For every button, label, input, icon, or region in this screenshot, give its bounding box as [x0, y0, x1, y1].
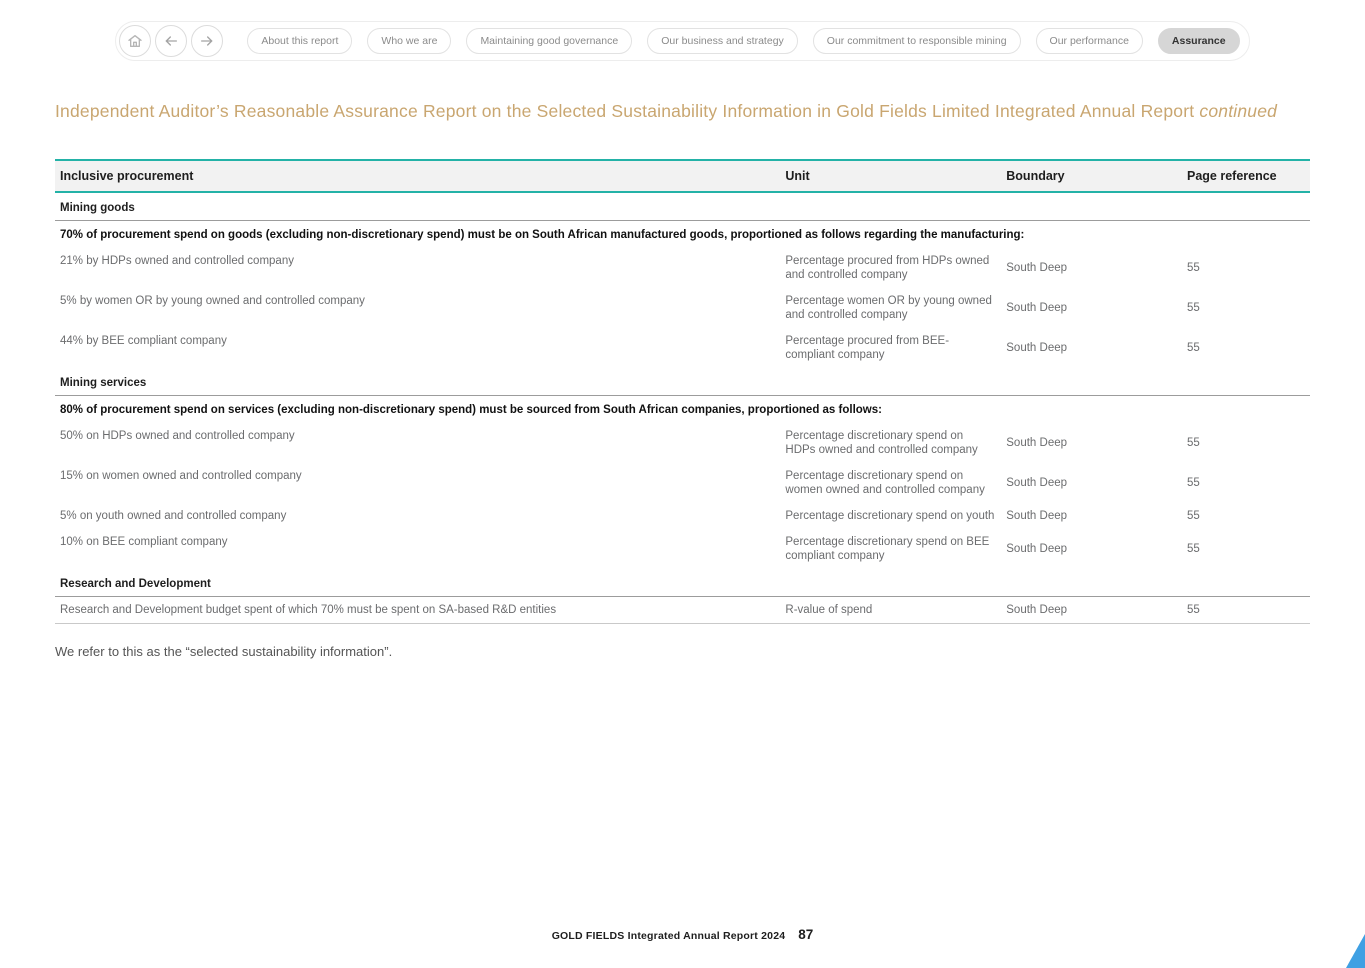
nav-tab-assurance[interactable]: Assurance [1158, 28, 1240, 54]
footer-page-number: 87 [798, 927, 814, 942]
table-row [55, 463, 1310, 503]
nav-tab-our-commitment-to-responsible-mining[interactable]: Our commitment to responsible mining [813, 28, 1021, 54]
table-row [55, 529, 1310, 569]
page-footer [0, 927, 1365, 942]
criterion-cell: 15% on women owned and controlled company [60, 470, 302, 483]
nav-tab-our-performance[interactable]: Our performance [1036, 28, 1143, 54]
inclusive-procurement-table [55, 159, 1310, 624]
section-heading-row [55, 569, 1310, 597]
criterion-cell: 10% on BEE compliant company [60, 536, 228, 549]
boundary-cell: South Deep [1006, 477, 1068, 490]
forward-button[interactable] [191, 25, 223, 57]
footer-report-name: GOLD FIELDS Integrated Annual Report 2024 [551, 930, 786, 942]
boundary-cell: South Deep [1006, 342, 1068, 355]
page-title [55, 101, 1310, 122]
section-intro-row [55, 221, 1310, 249]
column-header-page-reference: Page reference [1182, 160, 1310, 192]
table-row [55, 288, 1310, 328]
nav-tab-who-we-are[interactable]: Who we are [367, 28, 451, 54]
boundary-cell: South Deep [1006, 262, 1068, 275]
closing-note: We refer to this as the “selected sustainability information”. [55, 644, 393, 660]
boundary-cell: South Deep [1006, 437, 1068, 450]
boundary-cell: South Deep [1006, 543, 1068, 556]
nav-shell [115, 21, 1249, 61]
top-navigation [0, 0, 1365, 61]
criterion-cell: 21% by HDPs owned and controlled company [60, 255, 294, 268]
nav-tab-maintaining-good-governance[interactable]: Maintaining good governance [466, 28, 632, 54]
page-reference-cell: 55 [1186, 342, 1200, 355]
page-title-text: Independent Auditor’s Reasonable Assurance Report on the Selected Sustainability Information in Gold Fields Limited Integrated Annual Report [55, 101, 1195, 121]
table-header-row [55, 160, 1310, 192]
unit-cell: Percentage procured from HDPs owned and controlled company [785, 255, 990, 282]
nav-tabs [247, 28, 1239, 54]
page-reference-cell: 55 [1186, 543, 1200, 556]
criterion-cell: 44% by BEE compliant company [60, 335, 227, 348]
unit-cell: Percentage discretionary spend on women owned and controlled company [785, 470, 985, 497]
boundary-cell: South Deep [1001, 597, 1182, 624]
boundary-cell: South Deep [1006, 302, 1068, 315]
criterion-cell: Research and Development budget spent of which 70% must be spent on SA-based R&D entities [55, 597, 780, 624]
arrow-left-icon [163, 33, 179, 49]
unit-cell: Percentage discretionary spend on youth [785, 510, 995, 523]
arrow-right-icon [199, 33, 215, 49]
table-row [55, 423, 1310, 463]
page-title-continued: continued [1199, 101, 1278, 121]
section-intro: 80% of procurement spend on services (excluding non-discretionary spend) must be sourced from South African companies, proportioned as follows: [60, 404, 882, 417]
table-row [55, 597, 1310, 624]
home-icon [127, 33, 143, 49]
unit-cell: Percentage discretionary spend on BEE compliant company [785, 536, 990, 563]
column-header-boundary: Boundary [1001, 160, 1182, 192]
page-reference-cell: 55 [1186, 477, 1200, 490]
section-intro: 70% of procurement spend on goods (excluding non-discretionary spend) must be on South African manufactured goods, proportioned as follows regarding the manufacturing: [60, 229, 1025, 242]
criterion-cell: 5% by women OR by young owned and controlled company [60, 295, 365, 308]
page-reference-cell: 55 [1186, 262, 1200, 275]
table-row [55, 248, 1310, 288]
section-heading: Research and Development [55, 569, 1310, 597]
unit-cell: R-value of spend [780, 597, 1001, 624]
table-row [55, 328, 1310, 368]
section-intro-row [55, 396, 1310, 424]
section-heading-row [55, 192, 1310, 221]
column-header-unit: Unit [780, 160, 1001, 192]
page-reference-cell: 55 [1186, 302, 1200, 315]
page-reference-cell: 55 [1182, 597, 1310, 624]
section-heading: Mining services [55, 368, 1310, 396]
unit-cell: Percentage women OR by young owned and controlled company [785, 295, 992, 322]
column-header-inclusive-procurement: Inclusive procurement [55, 160, 780, 192]
home-button[interactable] [119, 25, 151, 57]
back-button[interactable] [155, 25, 187, 57]
next-page-corner[interactable] [1346, 934, 1365, 968]
page-reference-cell: 55 [1186, 437, 1200, 450]
nav-tab-about-this-report[interactable]: About this report [247, 28, 352, 54]
section-heading: Mining goods [55, 192, 1310, 221]
table-row [55, 503, 1310, 529]
criterion-cell: 50% on HDPs owned and controlled company [60, 430, 295, 443]
criterion-cell: 5% on youth owned and controlled company [60, 510, 287, 523]
unit-cell: Percentage procured from BEE-compliant company [785, 335, 950, 362]
section-heading-row [55, 368, 1310, 396]
boundary-cell: South Deep [1006, 510, 1068, 523]
nav-tab-our-business-and-strategy[interactable]: Our business and strategy [647, 28, 798, 54]
page-reference-cell: 55 [1186, 510, 1200, 523]
unit-cell: Percentage discretionary spend on HDPs owned and controlled company [785, 430, 978, 457]
